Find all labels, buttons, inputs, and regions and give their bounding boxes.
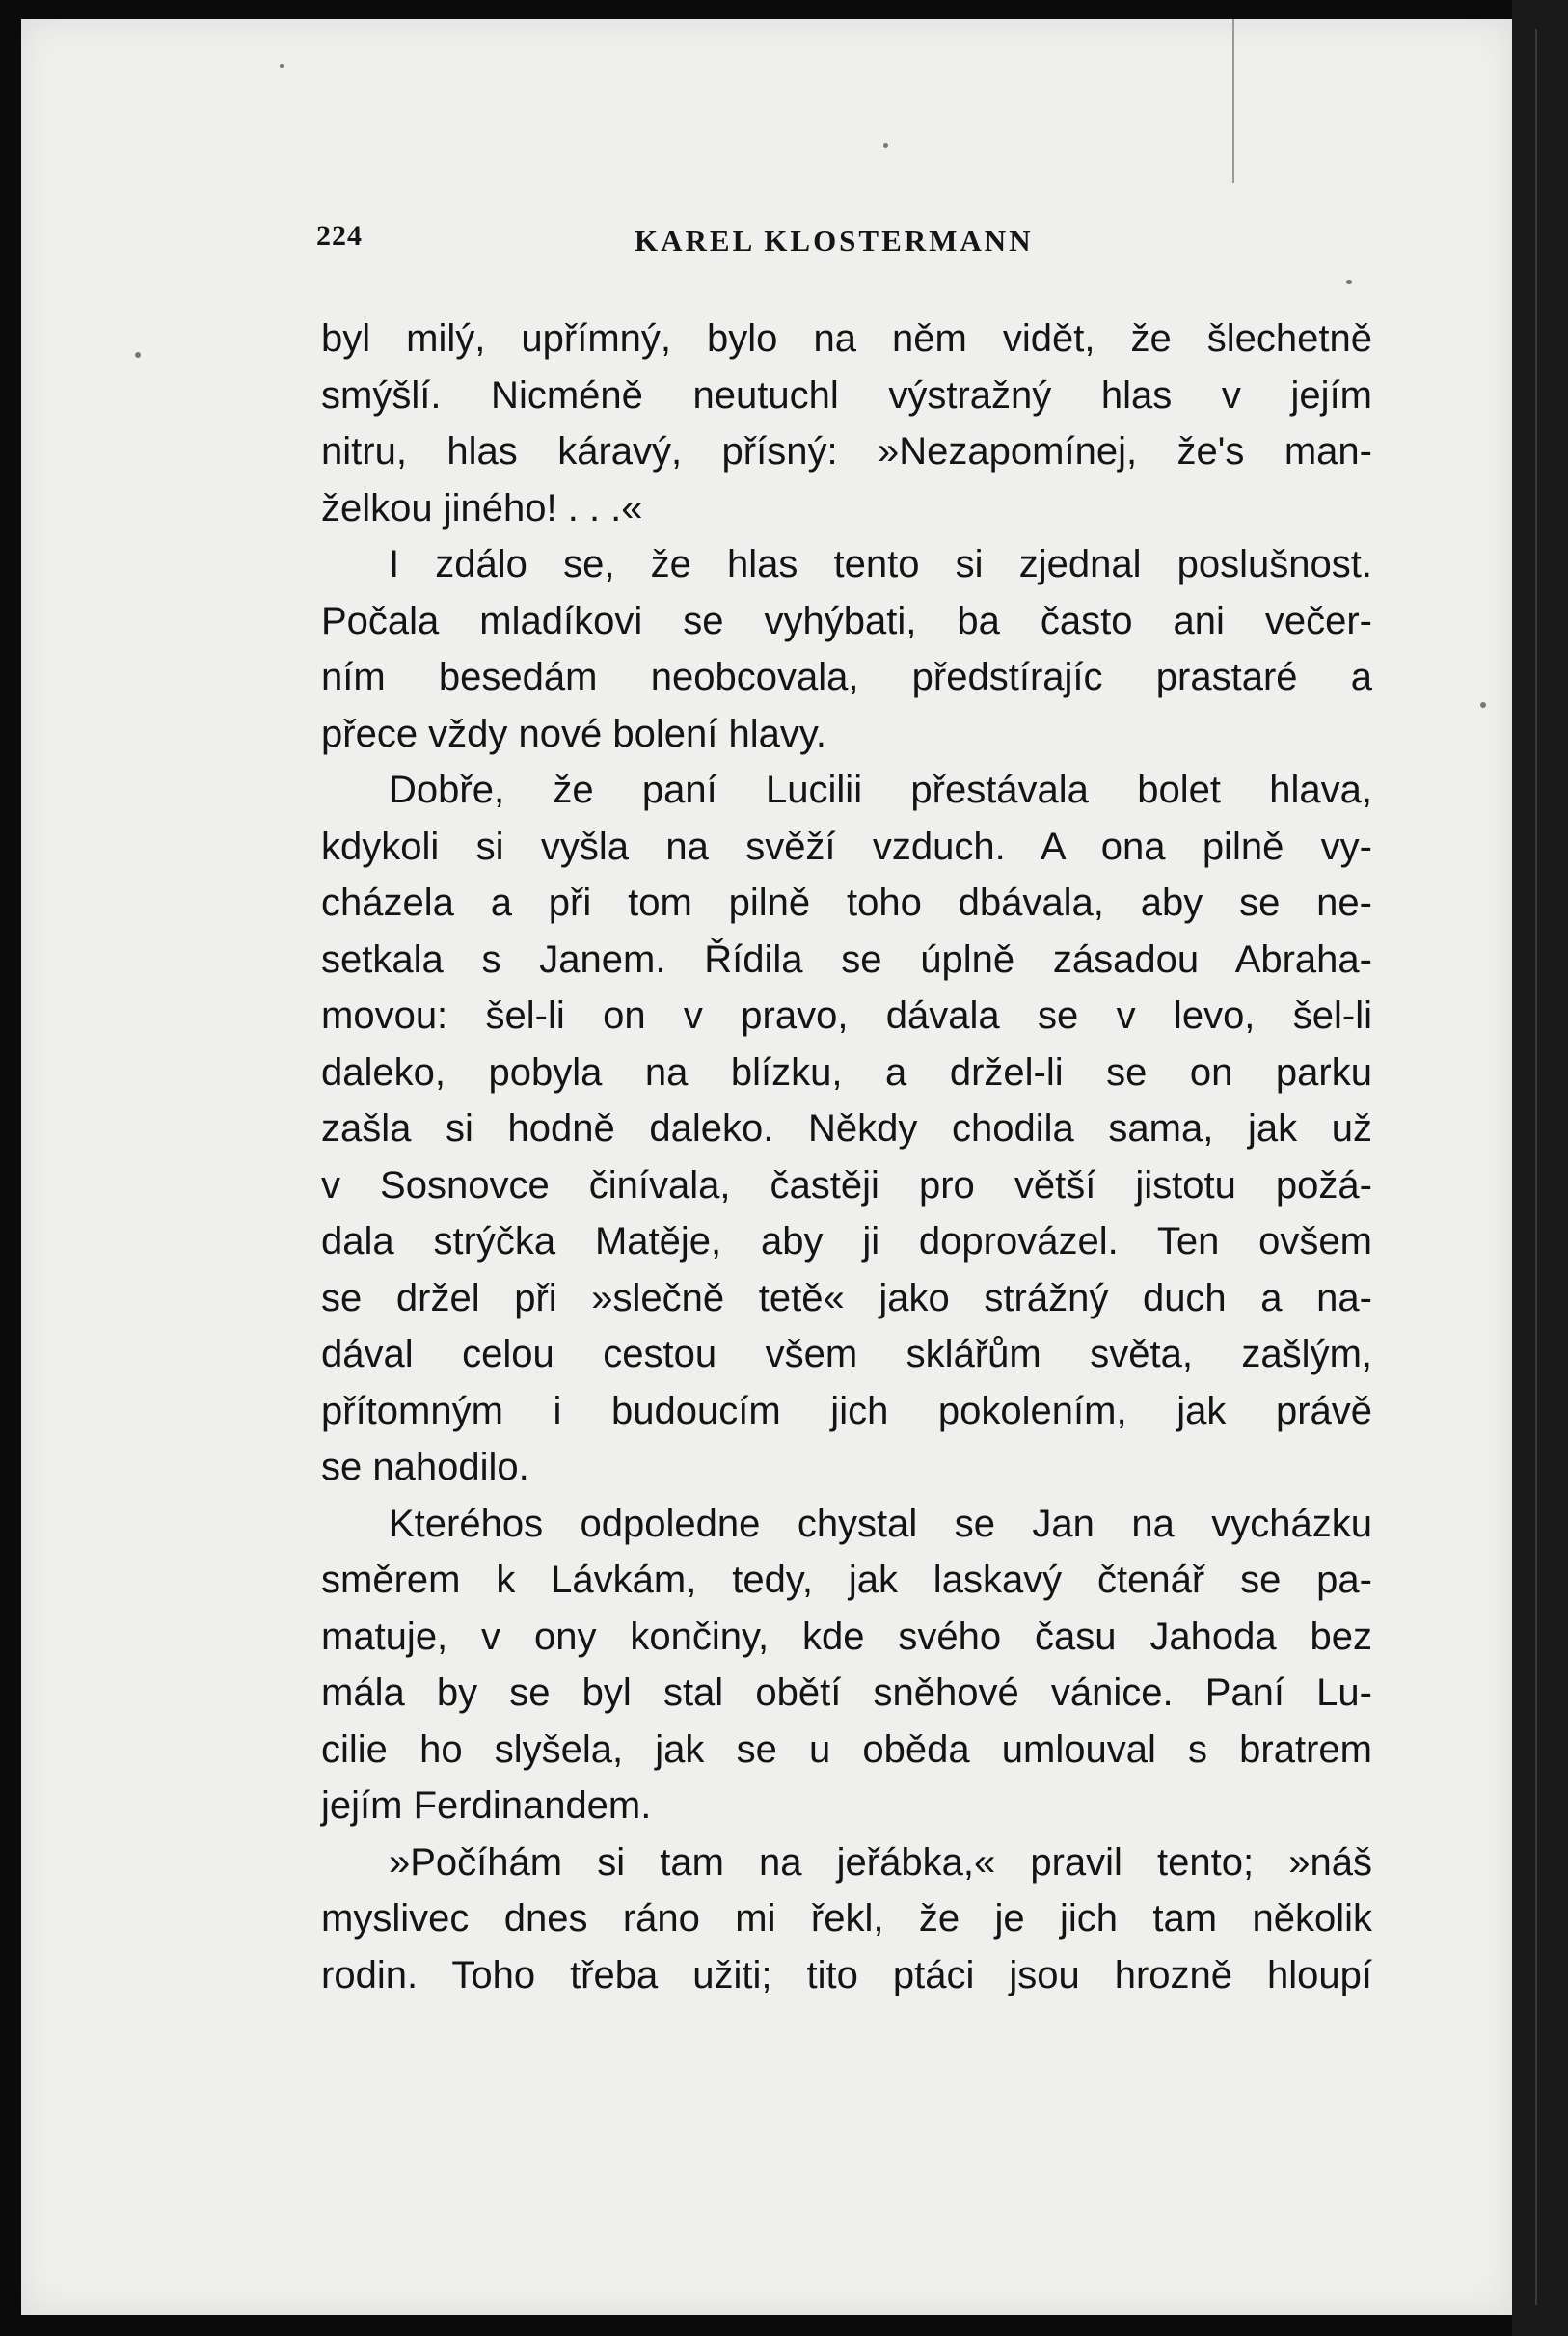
text-line: rodin. Toho třeba užiti; tito ptáci jsou hrozně hloupí	[321, 1953, 1372, 1996]
text-line: přítomným i budoucím jich pokolením, jak právě	[321, 1389, 1372, 1432]
text-line: želkou jiného! . . .«	[321, 486, 643, 530]
scan-speck	[280, 64, 284, 68]
text-line: v Sosnovce činívala, častěji pro větší jistotu požá-	[321, 1163, 1372, 1207]
text-line: I zdálo se, že hlas tento si zjednal poslušnost.	[389, 543, 1372, 585]
text-line: přece vždy nové bolení hlavy.	[321, 712, 827, 755]
page-edge-line	[1535, 29, 1537, 2305]
scan-artifact-line	[1232, 19, 1234, 183]
running-title: KAREL KLOSTERMANN	[635, 224, 1034, 258]
text-line: směrem k Lávkám, tedy, jak laskavý čtenář se pa-	[321, 1559, 1372, 1601]
text-line: ním besedám neobcovala, předstírajíc prastaré a	[321, 656, 1372, 698]
text-line: cilie ho slyšela, jak se u oběda umlouval s bratrem	[321, 1727, 1372, 1771]
scan-speck	[883, 143, 888, 148]
text-line: movou: šel-li on v pravo, dávala se v levo, šel-li	[321, 994, 1372, 1037]
text-line: byl milý, upřímný, bylo na něm vidět, že šlechetně	[321, 317, 1372, 360]
text-line: jejím Ferdinandem.	[321, 1784, 652, 1827]
text-line: dala strýčka Matěje, aby ji doprovázel. Ten ovšem	[321, 1220, 1372, 1263]
body-text	[321, 311, 1372, 2003]
text-line: Kteréhos odpoledne chystal se Jan na vycházku	[389, 1502, 1372, 1545]
text-line: se držel při »slečně tetě« jako strážný duch a na-	[321, 1276, 1372, 1319]
page-number: 224	[316, 220, 363, 252]
text-line: kdykoli si vyšla na svěží vzduch. A ona pilně vy-	[321, 825, 1372, 868]
text-line: dával celou cestou všem sklářům světa, zašlým,	[321, 1333, 1372, 1375]
scan-speck	[135, 352, 141, 358]
scan-speck	[1346, 280, 1352, 284]
text-line: matuje, v ony končiny, kde svého času Jahoda bez	[321, 1615, 1372, 1658]
text-line: Počala mladíkovi se vyhýbati, ba často ani večer-	[321, 599, 1372, 642]
text-line: »Počíhám si tam na jeřábka,« pravil tento; »náš	[389, 1840, 1372, 1884]
text-line: se nahodilo.	[321, 1446, 529, 1488]
text-line: cházela a při tom pilně toho dbávala, aby se ne-	[321, 882, 1372, 924]
text-line: daleko, pobyla na blízku, a držel-li se on parku	[321, 1050, 1372, 1094]
scan-speck	[1480, 702, 1486, 708]
text-line: myslivec dnes ráno mi řekl, že je jich tam několik	[321, 1897, 1372, 1940]
text-line: Dobře, že paní Lucilii přestávala bolet hlava,	[389, 769, 1372, 811]
page-header	[316, 220, 1396, 268]
text-line: mála by se byl stal obětí sněhové vánice. Paní Lu-	[321, 1671, 1372, 1714]
text-line: zašla si hodně daleko. Někdy chodila sama, jak už	[321, 1107, 1372, 1150]
text-line: setkala s Janem. Řídila se úplně zásadou Abraha-	[321, 937, 1372, 981]
text-line: smýšlí. Nicméně neutuchl výstražný hlas v jejím	[321, 373, 1372, 417]
text-line: nitru, hlas káravý, přísný: »Nezapomínej, že's man-	[321, 430, 1372, 473]
scan-edge	[1512, 0, 1568, 2336]
